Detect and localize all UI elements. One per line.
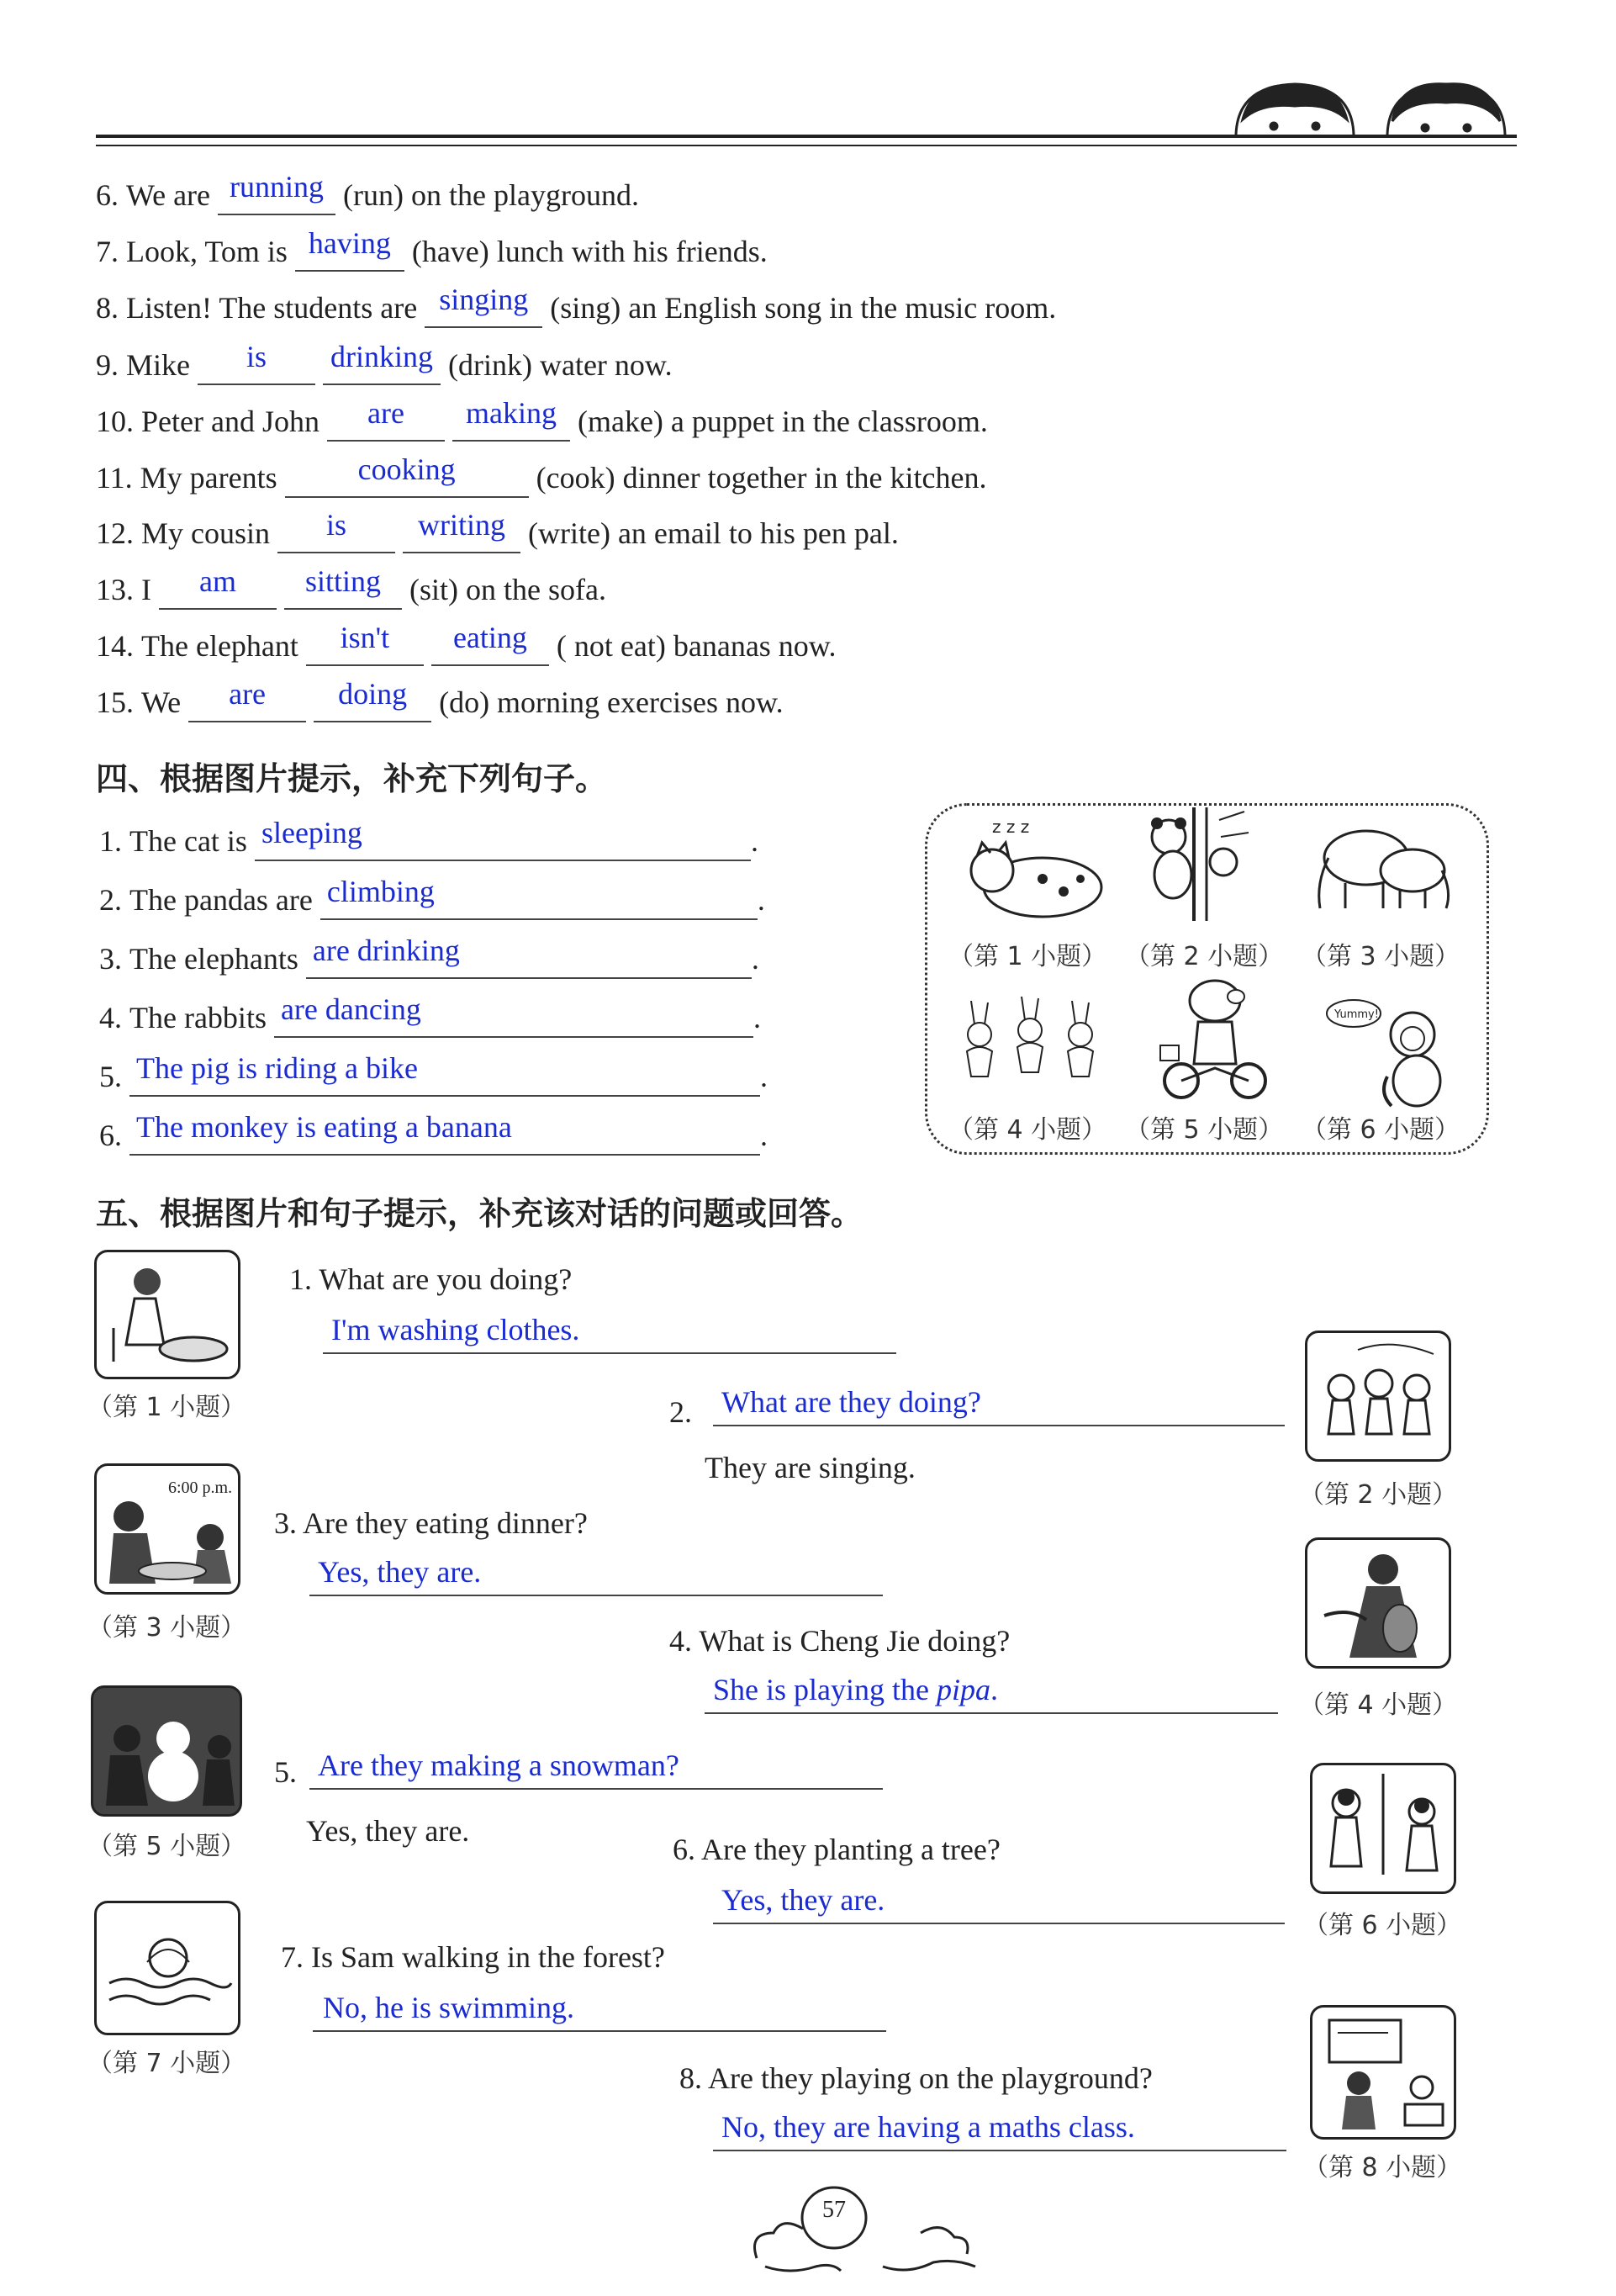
answer-blank[interactable]	[452, 396, 570, 442]
period: .	[760, 1119, 768, 1152]
q7-answer: No, he is swimming.	[323, 1991, 575, 2024]
s4-sentence-5	[99, 1051, 768, 1097]
sentence-suffix: (cook) dinner together in the kitchen.	[536, 461, 987, 495]
q6-answer-line[interactable]	[713, 1923, 1285, 1924]
q2-answer-line[interactable]	[713, 1425, 1285, 1426]
s4-sentence-4	[99, 992, 761, 1038]
answer-text: are drinking	[312, 934, 460, 967]
sentence-7	[96, 226, 768, 272]
item-number: 10.	[96, 405, 134, 438]
picture-caption: （第 2 小题）	[1125, 942, 1284, 971]
item-number: 5.	[99, 1060, 122, 1093]
answer-blank[interactable]	[285, 452, 529, 498]
answer-text: sleeping	[261, 816, 362, 849]
q6-answer: Yes, they are.	[721, 1883, 885, 1917]
q3-answer-line[interactable]	[309, 1595, 883, 1596]
cat-sleeping-picture	[959, 807, 1110, 925]
q8-answer: No, they are having a maths class.	[721, 2110, 1135, 2144]
sentence-suffix: (have) lunch with his friends.	[411, 235, 768, 268]
answer-text: are dancing	[280, 992, 421, 1026]
picture-caption: （第 3 小题）	[1302, 942, 1460, 971]
elephants-drinking-picture	[1307, 807, 1455, 925]
s4-sentence-3	[99, 934, 759, 979]
sentence-prefix: My cousin	[141, 516, 270, 550]
kid-heads-illustration	[1228, 77, 1522, 138]
answer-text: writing	[418, 508, 505, 542]
kid-head-left	[1236, 84, 1354, 135]
q4-answer-suffix: .	[990, 1673, 998, 1706]
sentence-prefix: The cat is	[129, 824, 247, 858]
q8-answer-line[interactable]	[713, 2150, 1286, 2151]
answer-blank[interactable]	[159, 564, 277, 610]
q6-tree-picture	[1310, 1763, 1456, 1894]
picture-caption: （第 3 小题）	[87, 1613, 246, 1643]
answer-text: are	[367, 396, 404, 430]
answer-blank[interactable]	[403, 508, 520, 553]
picture-caption: （第 4 小题）	[948, 1115, 1107, 1145]
sentence-11	[96, 452, 987, 498]
q6-question: 6. Are they planting a tree?	[673, 1833, 1001, 1866]
item-number: 11.	[96, 461, 133, 495]
sentence-suffix: (drink) water now.	[448, 348, 673, 382]
q3-answer: Yes, they are.	[318, 1555, 482, 1589]
rabbits-dancing-picture	[946, 992, 1114, 1110]
sentence-prefix: Peter and John	[141, 405, 320, 438]
q8-maths-class-picture	[1310, 2005, 1456, 2140]
sentence-suffix: ( not eat) bananas now.	[556, 629, 837, 663]
q8-question: 8. Are they playing on the playground?	[679, 2061, 1153, 2095]
answer-text: is	[246, 340, 267, 373]
q4-pipa-picture	[1305, 1537, 1451, 1669]
answer-text: sitting	[304, 564, 382, 598]
picture-caption: （第 6 小题）	[1303, 1911, 1462, 1940]
q2-number: 2.	[669, 1395, 692, 1429]
answer-blank[interactable]	[198, 340, 315, 385]
answer-blank[interactable]	[274, 992, 753, 1038]
pandas-climbing-picture	[1127, 803, 1261, 925]
sentence-prefix: My parents	[140, 461, 277, 495]
picture-caption: （第 1 小题）	[87, 1393, 246, 1422]
clock-label: 6:00 p.m.	[168, 1479, 233, 1497]
answer-blank[interactable]	[306, 934, 752, 979]
sentence-prefix: The pandas are	[129, 883, 313, 917]
sentence-prefix: We	[141, 685, 182, 719]
q1-question: 1. What are you doing?	[289, 1262, 573, 1296]
svg-text:z z z: z z z	[992, 817, 1030, 837]
answer-blank[interactable]	[314, 677, 431, 722]
answer-blank[interactable]	[320, 875, 758, 920]
q5-answer-line[interactable]	[309, 1788, 883, 1790]
answer-blank[interactable]	[129, 1110, 760, 1156]
q7-question: 7. Is Sam walking in the forest?	[281, 1940, 665, 1974]
sentence-prefix: Mike	[126, 348, 190, 382]
q7-swimming-picture	[94, 1901, 240, 2035]
answer-blank[interactable]	[295, 226, 404, 272]
q4-answer-prefix: She is playing the	[713, 1673, 937, 1706]
sentence-prefix: The elephants	[129, 942, 298, 976]
monkey-eating-banana-picture	[1320, 992, 1455, 1110]
sentence-6	[96, 170, 639, 215]
q3-question: 3. Are they eating dinner?	[274, 1506, 588, 1540]
item-number: 12.	[96, 516, 134, 550]
period: .	[753, 1001, 761, 1034]
sentence-suffix: (make) a puppet in the classroom.	[577, 405, 988, 438]
q4-answer-emphasis: pipa	[936, 1673, 990, 1706]
s4-sentence-1	[99, 816, 758, 861]
item-number: 15.	[96, 685, 134, 719]
q5-number: 5.	[274, 1755, 297, 1789]
answer-text: drinking	[330, 340, 433, 373]
answer-text: The monkey is eating a banana	[136, 1110, 512, 1144]
answer-text: is	[325, 508, 346, 542]
period: .	[757, 883, 765, 917]
picture-caption: （第 1 小题）	[948, 942, 1107, 971]
sentence-suffix: (sit) on the sofa.	[409, 573, 606, 606]
item-number: 6.	[96, 178, 119, 212]
q1-washing-picture	[94, 1250, 240, 1379]
item-number: 3.	[99, 942, 122, 976]
answer-blank[interactable]	[255, 816, 751, 861]
answer-text: isn't	[340, 621, 390, 654]
sentence-suffix: (write) an email to his pen pal.	[528, 516, 899, 550]
q2-singing-picture	[1305, 1331, 1451, 1462]
answer-blank[interactable]	[327, 396, 445, 442]
answer-blank[interactable]	[284, 564, 402, 610]
q4-answer	[713, 1672, 998, 1707]
answer-blank[interactable]	[425, 283, 542, 328]
section5-title: 五、根据图片和句子提示，补充该对话的问题或回答。	[96, 1195, 863, 1232]
answer-text: making	[465, 396, 557, 430]
s4-sentence-2	[99, 875, 765, 920]
q1-answer-line[interactable]	[323, 1352, 896, 1354]
sentence-12	[96, 508, 899, 553]
q3-dinner-picture	[94, 1463, 240, 1595]
sentence-8	[96, 283, 1057, 328]
answer-text: running	[230, 170, 325, 204]
q5-reply: Yes, they are.	[306, 1814, 470, 1848]
sentence-prefix: The rabbits	[129, 1001, 267, 1034]
page-number: 57	[822, 2197, 846, 2223]
sentence-prefix: I	[141, 573, 151, 606]
picture-caption: （第 8 小题）	[1303, 2153, 1462, 2182]
sentence-9	[96, 340, 673, 385]
answer-blank[interactable]	[323, 340, 441, 385]
answer-text: are	[229, 677, 267, 711]
sentence-suffix: (sing) an English song in the music room.	[550, 291, 1057, 325]
picture-caption: （第 4 小题）	[1299, 1690, 1458, 1720]
q4-answer-line[interactable]	[705, 1712, 1278, 1714]
period: .	[751, 942, 759, 976]
speech-bubble-text: Yummy!	[1334, 1008, 1379, 1021]
answer-text: eating	[452, 621, 527, 654]
answer-blank[interactable]	[431, 621, 549, 666]
picture-caption: （第 7 小题）	[87, 2049, 246, 2078]
item-number: 9.	[96, 348, 119, 382]
q5-answer: Are they making a snowman?	[318, 1748, 679, 1782]
picture-caption: （第 2 小题）	[1299, 1480, 1458, 1510]
sentence-suffix: (run) on the playground.	[343, 178, 639, 212]
q2-reply: They are singing.	[705, 1451, 916, 1484]
sentence-prefix: Look, Tom is	[126, 235, 288, 268]
item-number: 2.	[99, 883, 122, 917]
answer-text: am	[199, 564, 236, 598]
sentence-14	[96, 621, 837, 666]
item-number: 7.	[96, 235, 119, 268]
period: .	[750, 824, 758, 858]
item-number: 1.	[99, 824, 122, 858]
q4-question: 4. What is Cheng Jie doing?	[669, 1624, 1011, 1658]
answer-text: cooking	[357, 452, 456, 486]
section4-title: 四、根据图片提示，补充下列句子。	[96, 760, 608, 797]
answer-blank[interactable]	[218, 170, 335, 215]
answer-blank[interactable]	[129, 1051, 760, 1097]
q5-snowman-picture	[91, 1685, 242, 1817]
answer-blank[interactable]	[306, 621, 424, 666]
answer-text: The pig is riding a bike	[136, 1051, 418, 1085]
period: .	[760, 1060, 768, 1093]
sentence-suffix: (do) morning exercises now.	[439, 685, 784, 719]
q2-answer: What are they doing?	[721, 1385, 981, 1419]
q1-answer: I'm washing clothes.	[331, 1313, 580, 1346]
s4-sentence-6	[99, 1110, 768, 1156]
answer-text: having	[308, 226, 391, 260]
item-number: 8.	[96, 291, 119, 325]
item-number: 14.	[96, 629, 134, 663]
answer-blank[interactable]	[277, 508, 395, 553]
item-number: 13.	[96, 573, 134, 606]
sentence-13	[96, 564, 606, 610]
answer-text: doing	[338, 677, 408, 711]
sentence-prefix: Listen! The students are	[126, 291, 418, 325]
item-number: 6.	[99, 1119, 122, 1152]
answer-text: singing	[439, 283, 529, 316]
picture-caption: （第 6 小题）	[1302, 1115, 1460, 1145]
q7-answer-line[interactable]	[313, 2030, 886, 2032]
picture-caption: （第 5 小题）	[1125, 1115, 1284, 1145]
sentence-prefix: The elephant	[141, 629, 298, 663]
sentence-10	[96, 396, 988, 442]
kid-head-right	[1387, 84, 1505, 135]
sentence-prefix: We are	[126, 178, 211, 212]
item-number: 4.	[99, 1001, 122, 1034]
pig-riding-bike-picture	[1152, 971, 1278, 1106]
sentence-15	[96, 677, 784, 722]
picture-caption: （第 5 小题）	[87, 1832, 246, 1861]
cloud-ornament-icon	[740, 2182, 984, 2283]
answer-text: climbing	[326, 875, 435, 908]
answer-blank[interactable]	[188, 677, 306, 722]
